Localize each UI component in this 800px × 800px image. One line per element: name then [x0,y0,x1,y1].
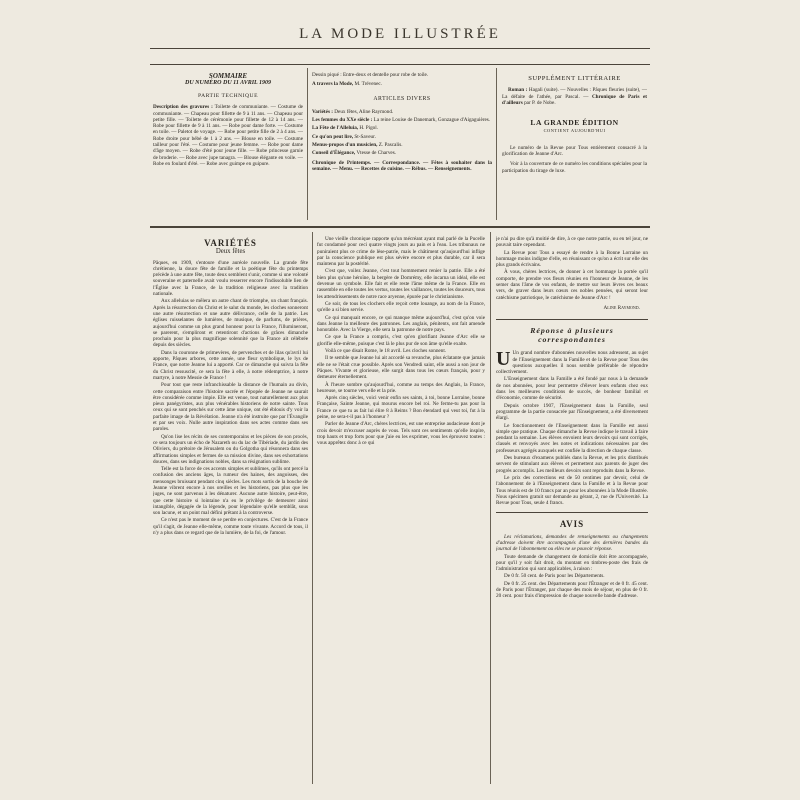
middle-body-column [317,236,485,786]
grande-edition-p2: Voir à la couverture de ce numéro les conditions spéciales pour la participation du tirage de luxe. [502,161,647,174]
roman-text: Hagali (suite). — Nouvelles : Pâques fleuries (suite), — La défaite de l'athée, par Pascal. — [502,87,647,100]
article-title: Les femmes du XXe siècle : [312,117,373,124]
grande-edition-p1: Le numéro de la Revue pour Tous entièrement consacré à la glorification de Jeanne d'Arc. [502,144,647,158]
sommaire-top-rule [150,64,650,65]
article-author: La reine Louise de Danemark, Gonzague d'Aigaguières. [373,117,491,124]
avis-rule [496,512,648,513]
grande-edition-heading: LA GRANDE ÉDITION [530,118,619,128]
article-author: Z. Pascalis. [378,142,403,149]
reponse-title: Réponse à plusieurs correspondantes [530,326,614,345]
middle-paragraph: Parler de Jeanne d'Arc, chères lectrices, est une entreprise audacieuse dont je crois devoir m'excuser auprès de vous. Tels sont ces sentiments qu'elle inspire, trop hauts et trop forts pour que j'aie eu les exprimer, vous les éprouvez toutes : vous apprêtez donc à ce qui [317,421,485,447]
sommaire-column [153,72,303,220]
varietes-paragraph: Ce n'est pas le moment de se perdre en conjectures. C'est de la France qu'il s'agit, de Jeanne elle-même, comme toute vivante. Accord de tous, il n'y a plus dans ce regard que de la lumière, de la foi, de l'amour. [153,517,308,537]
reponse-paragraph [496,350,648,375]
articles-divers-heading: ARTICLES DIVERS [373,95,431,102]
signature: Aline Raymond. [603,304,640,311]
avis-paragraph: De 0 fr. 50 cent. de Paris pour les Départements. [504,573,605,580]
avis-title: AVIS [559,519,585,530]
varietes-paragraph: Telle est la force de ces accents simples et sublimes, qu'ils ont percé la confusion des anciens âges, la rumeur des haines, des angoisses, des mensonges bruissant pendant cinq siècles. Les mots sortis de la bouche de Jeanne vibrent encore à nos oreilles et les historiens, pas plus que les juges, ne sont parvenus à les dénaturer. Aucune autre histoire, peut-être, que cette histoire si lointaine n'a eu le privilège de demeurer ainsi intangible, dégagée de la légende, pour légendaire qu'elle semblât, sous son lacune, et un point mal défini prêtant à la controverse. [153,466,308,517]
partie-technique-heading: PARTIE TECHNIQUE [197,93,259,99]
reponse-paragraph: Depuis octobre 1907, l'Enseignement dans la Famille, seul programme de la partie consacrée par l'Enseignement, a été diversement élargi. [496,402,648,422]
varietes-subtitle: Deux fêtes [215,248,246,256]
right-intro: je n'ai pu dire qu'à moitié de dire, à ce que notre patrie, ou en tel jour, ne pouvait taire cependant. [496,236,648,249]
varietes-paragraph: Qu'on lise les récits de ses contemporains et les pièces de son procès, ce sera toujours un écho de Nazareth ou du lac de Tibériade, du jardin des Oliviers, du prétoire de Jérusalem ou du Golgotha qui résonnera dans ses affirmations simples et fermes de sa mission divine, dans ses exhortations douces, dans ses indignations nobles, dans sa résignation sublime. [153,433,308,465]
article-title: Menus-propos d'un musicien, [312,142,378,149]
article-author: Vtesse de Charves. [356,150,397,157]
middle-paragraph: C'est que, voilez Jeanne, c'est tout hommement renier la patrie. Elle a été bien plus qu'une héroïne, la bergère de Domrémy, elle incarna un idéal, elle est devenue un symbole. Elle fait et elle reste l'âme même de la France. Elle en rassemble en elle toutes les vertus, toutes les vaillances, toutes les douceurs, tous les attendrissements de notre race aryenne, épurée par le christianisme. [317,268,485,300]
varietes-paragraph: Dans la couronne de primevères, de pervenches et de lilas qu'avril lui apporte, Pâques arbores, cette année, une fleur symbolique, le lys de France, que notre Jeanne lui a apporté. Car ce dimanche qui suivra la fête du Christ ressuscité, ce sera la fête à elle, à notre rédemptrice, à notre martyre, à notre Messie de France ! [153,349,308,381]
article-title: La Fête de l'Alleluia, [312,125,359,132]
section-divider-rule [150,226,650,228]
roman-label: Roman : [508,87,528,94]
article-title: Variétés : [312,108,333,115]
varietes-paragraph: Pâques, en 1909, s'entoure d'une auréole nouvelle. La grande fête chrétienne, la douce fête de famille et la poétique fête du printemps précède à une autre fête, toute deux semblent s'unir, comme si une volonté souveraine et paternelle avait voulu resserrer encore l'indissoluble lien de l'Église avec la France, de la tradition religieuse avec la tradition nationale. [153,259,308,298]
middle-paragraph: Après cinq siècles, voici venir enfin ses saints, à toi, bonne Lorraine, bonne Française, Sainte Jeanne, qui mourus encore bel roi. Ne ferme-tu pas pour la France ce que tu as fait lui élire 8 à Reims ? Bon étendard qui veut toi, fut à la peine, ne sera-t-il pas à l'honneur ? [317,395,485,421]
sommaire-middle-column [312,72,492,220]
column-divider [496,68,497,220]
varietes-paragraph: Aux alleluias se mêlera un autre chant de triomphe, un chant français. Après la résurrection du Christ et le salut du monde, les cloches sonneront une autre résurrection et une autre délivrance, celle de la patrie. Les églises ruisselantes de lumières, de musique, de parfums, de prières, aujourd'hui comme un plus grand honneur pour la France, l'illumineront, se parerent, s'empliront et retentiront d'actions de grâces dimanche prochain pour la plus magnifique solennité que la France ait célébrée depuis des siècles. [153,298,308,349]
varietes-title: VARIÉTÉS [204,238,257,248]
article-author: Deux fêtes, Aline Raymond. [334,108,394,115]
right-column [496,236,648,786]
masthead: LA MODE ILLUSTRÉE [299,26,501,42]
supplement-column [502,72,647,220]
chronique-de-paris: Chronique de Paris et d'ailleurs [502,93,647,106]
varietes-column [153,236,308,786]
a-travers-la-mode: A travers la Mode, [312,81,354,88]
dessin-pique-line: Dessin piqué : Entre-deux et dentelle pour robe de toile. [312,72,429,78]
middle-paragraph: Il te semble que Jeanne lui ait accordé sa revanche, plus éclatante que jamais elle ne se l'était crue possible. Après son Vendredi saint, elle aussi a son jour de Pâques. Vivante et glorieuse, elle surgit dans tous les cœurs français, pour y demeurer éternellement. [317,355,485,381]
chronique-author: par P. de Nobe. [524,99,556,106]
dropcap-letter: U [496,348,511,371]
avis-paragraph: De 0 fr. 25 cent. des Départements pour l'Étranger et de 0 fr. 45 cent. de Paris pour l'Étranger, par chaque des mois de séjour, en plus de 0 fr. 20 cent. pour frais d'impression de chaque nouvelle bande d'adresse. [496,580,648,600]
right-paragraph: À vous, chères lectrices, de donner à cet hommage la portée qu'il comporte, de prendre vos fleurs réunies en l'honneur de Jeanne, de les semer dans l'âme de vos enfants, de mettre sur leurs lèvres ces beaux vers, de graver dans leurs cœurs ces nobles pensées, qui seront leur catéchisme patriotique, le catéchisme de Jeanne d'Arc ! [496,269,648,301]
middle-paragraph: Ce qui manquait encore, ce qui manque même aujourd'hui, c'est qu'on voie dans Jeanne la meilleure des patronnes. Les anglais, pénitents, ont fait amende honorable. Avec la Vierge, elle sera la patronne de notre pays. [317,314,485,334]
supplement-heading: SUPPLÉMENT LITTÉRAIRE [528,75,621,82]
reponse-first-text: Un grand nombre d'abonnées nouvelles nous adressent, au sujet de l'Enseignement dans la Famille et de la Revue pour Tous des questions auxquelles il nous semble préférable de répondre collectivement. [496,350,648,376]
article-title: Ce qu'on peut lire, [312,133,354,140]
avis-paragraph: Les réclamations, demandes de renseignements ou changements d'adresse doivent être accompagnés d'une des dernières bandes du journal de l'abonnement ou elles ne se pouvoir réponse. [496,533,648,553]
reponse-paragraph: Le fonctionnement de l'Enseignement dans la Famille est aussi simple que pratique. Chaque dimanche la Revue indique le travail à faire pendant la semaine. Les élèves envoient leurs devoirs qui sont corrigés, classés et renvoyés avec les notes et indications nécessaires par des professeurs agrégés auxquels est confiée la direction de chaque classe. [496,422,648,454]
column-divider [307,68,308,220]
article-author: H. Pigol. [359,125,378,132]
varietes-paragraph: Pour tout que reste infranchissable la distance de l'humain au divin, cette comparaison entre l'histoire sacrée et l'épopée de Jeanne ne saurait être considérée comme impie. Elle est venue, tout naturellement aux plus pieux panégyristes, aux plus vénérables historiens de notre sainte. Tous ceux qui se sont penchés sur cette âme unique, ont été éblouis d'y voir la parfaite image de la Révélation. Jeanne n'a été instruite que par l'Évangile et par ses voix. Nulle autre inspiration dans ses actes comme dans ses paroles. [153,382,308,433]
sommaire-title: SOMMAIRE [208,72,248,80]
masthead-rule [150,48,650,49]
avis-paragraph: Toute demande de changement de domicile doit être accompagnée, pour qu'il y soit fait droit, du montant en timbres-poste des frais de l'administration qui sont applicables, à raison : [496,553,648,573]
article-title: Conseil d'Élégance, [312,150,356,157]
grande-edition-sub: CONTIENT AUJOURD'HUI [543,128,606,134]
middle-paragraph: Voilà ce que disait Rome, le 18 avril. Les cloches sonnent. [325,348,447,355]
column-divider [312,232,313,784]
sommaire-subtitle: DU NUMÉRO DU 11 AVRIL 1909 [185,80,271,86]
reponse-paragraph: Le prix des corrections est de 50 centimes par devoir, celui de l'abonnement de à l'Enseignement dans la Famille et à la Revue pour Tous réunis est de 10 francs par an pour les abonnées à la Mode Illustrée. Nous spécimen gratuit sur demande au gérant, 2, rue de l'Université. La Revue pour Tous, seule 4 francs. [496,474,648,507]
reponse-paragraph: Des bureaux d'examens publiés dans la Revue, et les prix distribués servent de stimulant aux élèves et permettent aux parents de juger des progrès accomplis. Les meilleurs devoirs sont reproduits dans la Revue. [496,455,648,474]
chronique-line: Chronique de Printemps. — Correspondance. — Fêtes à souhaiter dans la semaine. — Menu. — Recettes de cuisine. — Rébus. — Renseignements. [312,159,492,172]
a-travers-author: M. Trévenec. [354,81,383,88]
reponse-rule [496,319,648,320]
middle-paragraph: Une vieille chronique rapporte qu'un mécréant ayant mal parlé de la Pucelle fut condamné pour ceci quatre vingts jours au pain et à l'eau. Les tribunaux ne puniraient plus ce crime de lèse-patrie, mais le châtiment qu'aujourd'hui inflige par la conscience publique est plus sévère encore et plus durable, car il sera maintenu par la postérité. [317,236,485,268]
column-divider [490,232,491,784]
description-text: Toilette de communiante. — Costume de communiante. — Chapeau pour fillette de 9 à 11 ans. — Chapeau pour petite fille. — Toilette de cérémonie pour fillette de 12 à 14 ans. — Robe pour fillette de 9 à 11 ans. — Robe pour dame forte. — Costume en toile. — Paletot de voyage. — Robe pour petite fille de 2 à 4 ans. — Robe droite pour bébé de 1 à 2 ans. — Blouse en toile. — Costume tailleur pour l'été. — Costume pour jeune femme. — Robe pour dame d'âge moyen. — Robe d'été pour jeune fille. — Robe princesse garnie de broderie. — Robe avec jupe tanagra. — Blouse élégante en voile. — Robe en foulard d'été. — Robe avec guimpe en guipure. [153,104,303,167]
middle-paragraph: Ce que la France a compris, c'est qu'en glorifiant Jeanne d'Arc elle se glorifie elle-même, puisque c'est là le plus pur de son âme qu'elle exalte. [317,334,485,347]
middle-paragraph: Ce soir, de tous les clochers elle reçoit cette louange, au nom de la France, qu'elle a si bien servie. [317,300,485,314]
middle-paragraph: À l'heure sombre qu'aujourd'hui, comme au temps des Anglais, la France, heureuse, se tourne vers elle et la prie. [317,381,485,394]
reponse-paragraph: L'Enseignement dans la Famille a été fondé par nous à la demande de nos abonnées, pour leur permettre d'élever leurs enfants chez eux dans les meilleures conditions de succès, de bonheur familial et d'économie, comme de sécurité. [496,376,648,402]
description-label: Description des gravures : [153,104,213,111]
right-paragraph: La Revue pour Tous a essayé de rendre à la Bonne Lorraine un hommage moins indigne d'elle, en réunissant ce qu'on a écrit sur elle des plus grands écrivains. [496,249,648,269]
article-author: St-Saveur. [354,133,376,140]
